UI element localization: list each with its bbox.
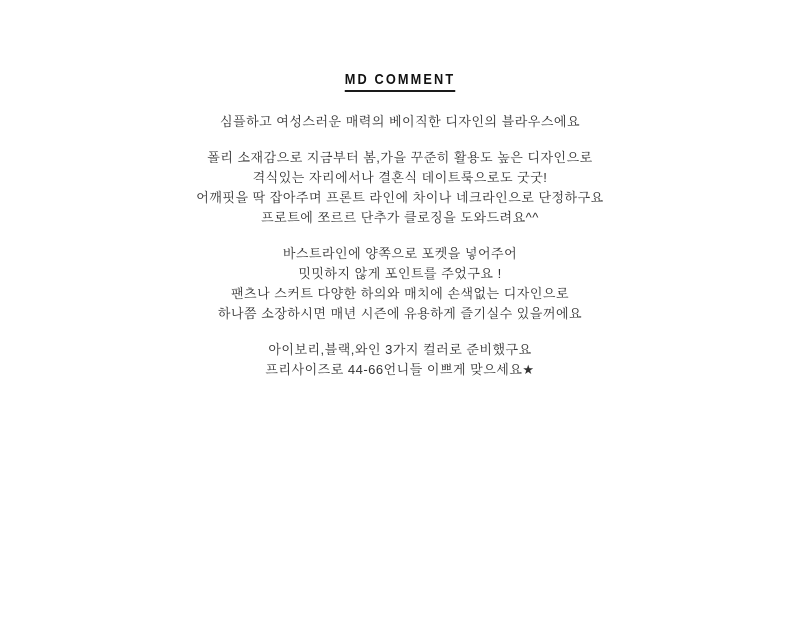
comment-line: 폴리 소재감으로 지금부터 봄,가을 꾸준히 활용도 높은 디자인으로 (207, 150, 593, 165)
comment-line: 격식있는 자리에서나 결혼식 데이트룩으로도 굿굿! (252, 170, 548, 185)
comment-paragraph-1 (0, 112, 800, 132)
section-title-wrap (0, 71, 800, 92)
comment-line: 프리사이즈로 44-66언니들 이쁘게 맞으세요★ (265, 362, 535, 377)
comment-paragraph-2 (0, 148, 800, 228)
md-comment-title: MD COMMENT (345, 71, 456, 92)
comment-line: 밋밋하지 않게 포인트를 주었구요 ! (298, 266, 502, 281)
comment-paragraph-4 (0, 340, 800, 380)
comment-line: 어깨핏을 딱 잡아주며 프론트 라인에 차이나 네크라인으로 단정하구요 (196, 190, 604, 205)
comment-paragraph-3 (0, 244, 800, 324)
comment-line: 심플하고 여성스러운 매력의 베이직한 디자인의 블라우스에요 (219, 114, 581, 129)
comment-line: 팬츠나 스커트 다양한 하의와 매치에 손색없는 디자인으로 (230, 286, 570, 301)
comment-line: 아이보리,블랙,와인 3가지 컬러로 준비했구요 (268, 342, 532, 357)
comment-line: 프로트에 쪼르르 단추가 클로징을 도와드려요^^ (261, 210, 539, 225)
comment-line: 바스트라인에 양쪽으로 포켓을 넣어주어 (282, 246, 518, 261)
comment-line: 하나쯤 소장하시면 매년 시즌에 유용하게 즐기실수 있을꺼에요 (217, 306, 583, 321)
